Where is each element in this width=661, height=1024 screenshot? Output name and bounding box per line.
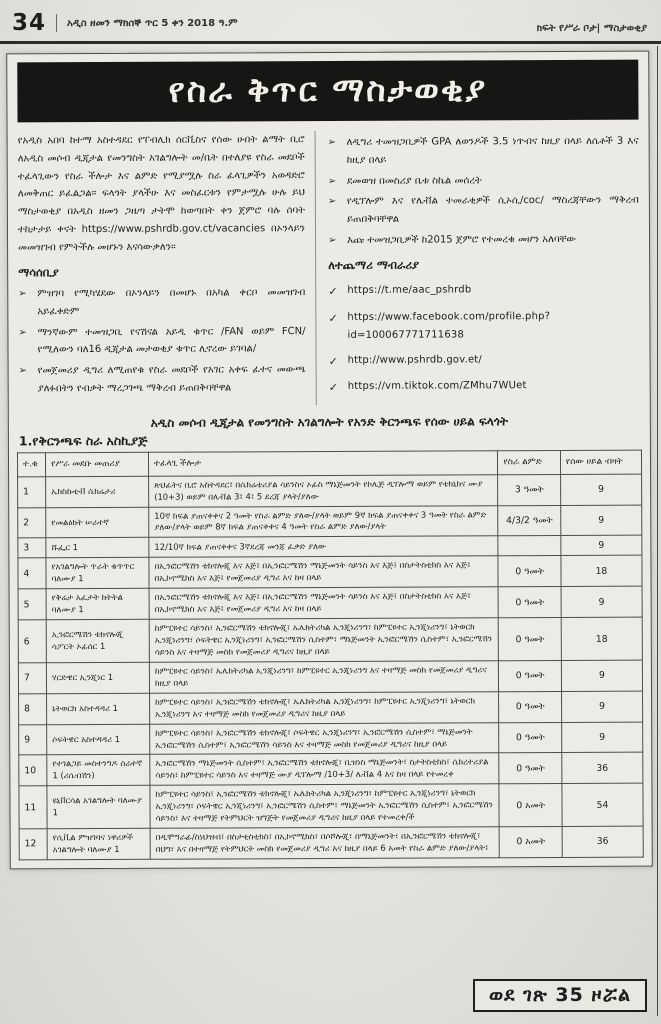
col-experience: የስራ ልምድ — [498, 451, 560, 475]
cell-position: ሶፍትዌር አስተዳዳሪ 1 — [47, 724, 150, 755]
arrow-bullet-icon — [18, 285, 30, 321]
vacancy-table — [17, 450, 644, 860]
cell-position: የአገልግሎት ጥራት ቁጥጥር ባለሙያ 1 — [46, 558, 149, 589]
cell-qualification: ከምፒዩተር ሳይንስ፣ ኤሌክትሪካል ኢንጂነሪንግ፣ ከምፒዩተር ኢንጂነሪንግ እና ተዛማጅ መስክ የመጀመሪያ ዲግሪና ከዚያ በላይ — [149, 661, 499, 693]
table-row — [18, 660, 642, 694]
cell-qualification: ከምፒዩተር ሳይንስ፣ ኢንፎርሜሽን ቴክኖሎጂ፣ ኤሌክትሪካል ኢንጂነሪንግ፣ ከምፒዩተር ኢንጂነሪንግ፣ ኔትወርክ ኢንጂነሪንግ እና ተዛማጅ መስክ የመጀመሪያ ዲግሪና ከዚያ በላይ — [150, 692, 500, 724]
cell-serial: 4 — [18, 558, 46, 589]
continuation-box: ወደ ገጽ 35 ዞሯል — [473, 979, 647, 1012]
table-row — [19, 691, 643, 725]
cell-serial: 12 — [19, 829, 47, 860]
table-row — [18, 505, 642, 539]
edition-line: አዲስ ዘመን ማክሰኞ ጥር 5 ቀን 2018 ዓ.ም — [67, 17, 238, 29]
list-item — [19, 361, 306, 398]
cell-experience: 0 ዓመት — [499, 587, 562, 618]
cell-serial: 8 — [19, 694, 47, 725]
masthead — [0, 0, 661, 44]
cell-headcount: 18 — [561, 556, 642, 587]
list-item — [18, 284, 305, 321]
requirements-list — [328, 133, 639, 250]
header-row — [17, 450, 641, 476]
right-column — [315, 130, 640, 406]
col-serial: ተ.ቁ — [17, 453, 45, 477]
cell-experience: 0 ዓመት — [498, 556, 561, 587]
list-item-text: ደመወዝ በመስሪያ ቤቱ ስኬል መሰረት — [346, 174, 482, 187]
note-list — [18, 284, 306, 398]
list-item — [328, 231, 639, 250]
cell-headcount: 36 — [562, 753, 643, 784]
list-item-text: https://t.me/aac_pshrdb — [347, 284, 472, 297]
cell-experience: 0 ዓመት — [499, 753, 562, 784]
cell-headcount: 36 — [562, 826, 643, 857]
cell-serial: 1 — [18, 476, 46, 507]
checkmark-icon — [328, 309, 340, 345]
list-item — [329, 350, 640, 371]
arrow-bullet-icon — [328, 193, 340, 229]
cell-headcount: 18 — [561, 617, 642, 660]
cell-experience: 3 ዓመት — [498, 474, 561, 505]
cell-serial: 3 — [18, 538, 46, 558]
cell-qualification: 10ኛ ክፍል ያጠናቀቀና 2 ዓመት የስራ ልምድ ያለው/ያላት ወይም 9ኛ ክፍል ያጠናቀቀና 3 ዓመት የስራ ልምድ ያለው/ያላት ወይም 8ኛ ክፍል ያጠናቀቀና 4 ዓመት የስራ ልምድ ያለው/ያላት — [149, 505, 499, 537]
list-item-text: ለዲግሪ ተመዝጋቢዎች GPA ለወንዶች 3.5 ነጥብና ከዚያ በላይ ለሴቶች 3 እና ከዚያ በላይ — [346, 135, 639, 166]
cell-experience: 0 ዓመት — [499, 722, 562, 753]
cell-position: ኢንፎርሜሽን ቴክኖሎጂ ሳፖርት ኦፊሰር 1 — [46, 619, 149, 662]
cell-position: የመልዕክት ሠራተኛ — [46, 507, 149, 538]
cell-qualification: በኢንፎርሜሽን ቴክኖሎጂ እና እጅ፤ በኢንፎርሜሽን ማኔጅመንት ሳይንስ እና እጅ፤ በስታትስቲክስ እና እጅ፤ በኢኮኖሚክስ እና እጅ፤ የመጀመሪያ ዲግሪ እና ከዛ በላይ — [149, 587, 499, 619]
checkmark-icon — [329, 352, 341, 372]
left-column — [18, 131, 316, 407]
col-qualification: ተፈላጊ ችሎታ — [148, 451, 498, 476]
cell-qualification: በኢንፎርሜሽን ቴክኖሎጂ እና እጅ፤ በኢንፎርሜሽን ማኔጅመንት ሳይንስ እና እጅ፤ በስታትስቲክስ እና እጅ፤ በኢኮኖሚክስ እና እጅ፤ የመጀመሪያ ዲግሪ እና ከዛ በላይ — [149, 556, 499, 588]
list-item — [18, 323, 305, 360]
table-row — [19, 722, 643, 756]
table-row — [18, 586, 642, 620]
list-item — [328, 171, 639, 190]
list-item-text: http://www.pshrdb.gov.et/ — [347, 353, 483, 366]
table-row — [18, 536, 642, 559]
cell-qualification: በዲሞግራፊ/ስነህዝብ፣ በስታቲስቲክስ፣ በኢኮኖሚክስ፣ በሶሾሎጂ፣ በማኔጅመንት፣ በኢንፎርሜሽን ቴክኖሎጂ፣ በህግ፣ እና በተዛማጅ የትምህርት መስክ የመጀመሪያ ዲግሪ እና ከዚያ በላይ 6 አመት የስራ ልምድ ያለው/ያላት፤ — [150, 827, 500, 859]
list-item-text: ምዝገባ የሚካሄደው በኦንላይን በመሆኑ በአካል ቀርቦ መመዝገብ አይፈቀድም — [37, 287, 306, 318]
list-item-text: እጩ ተመዝጋቢዎች ከ2015 ጀምሮ የተመረቁ መሆን አለባቸው — [347, 233, 577, 246]
cell-serial: 9 — [19, 724, 47, 755]
vacancy-table-header — [17, 450, 641, 476]
cell-qualification: ኢንፎርሜሽን ማኔጅመንት ሲስተም፣ ኢንፎርሜሽን ቴክኖሎጂ፣ ቢዝነስ ማኔጅመንት፣ ስታትስቲክስ፣ ሴክረተሪያል ሳይንስ፣ ከምፒዩተር ሳይንስ እና ተዛማጅ ሙያ ዲፕሎማ /10+3/ ሌቭል 4 እና ከዛ በላይ የተመረቀ — [150, 753, 500, 785]
cell-headcount: 9 — [560, 474, 641, 505]
cell-position: የሲቪል ምዝገባና ነዋሪዎች አገልግሎት ባለሙያ 1 — [47, 828, 150, 859]
list-item — [328, 192, 639, 229]
note-heading: ማሳሰቢያ — [18, 264, 59, 279]
cell-serial: 6 — [18, 620, 46, 663]
list-item-text: የዲፕሎም እና የሌቭል ተመራቂዎች ሲኦሲ/coc/ ማስረጃቸውን ማቅረብ ይጠበቅባቸዋል — [346, 195, 639, 226]
cell-position: ሹፌር 1 — [46, 538, 149, 559]
cell-experience: 0 ዓመት — [499, 618, 562, 661]
cell-position: የተገልጋይ መስተንግዶ ሰራተኛ 1 (ሪሴብሽን) — [47, 755, 150, 786]
list-item-text: https://www.facebook.com/profile.php?id=100067771711638 — [347, 311, 551, 341]
announcement-box — [6, 51, 653, 870]
table-row — [18, 617, 642, 662]
cell-qualification: ከምፒዩተር ሳይንስ፣ ኢንፎርሜሽን ቴክኖሎጂ፣ ኤሌክትሪካል ኢንጂነሪንግ፣ ከምፒዩተር ኢንጂነሪንግ፣ ኔትወርክ ኢንጂነሪንግ፣ ሶፍትዌር ኢንጂነሪንግ፣ ኢንፎርሜሽን ሲስተም፣ ማኔጅመንት ኢንፎርሜሽን ሲስተም፣ ኢንፎርሜሽን ሳይንስ እና ተዛማጅ መስክ የመጀመሪያ ዲግሪና ከዚያ በላይ — [149, 618, 499, 662]
section-label: ክፍት የሥራ ቦታ| ማስታወቂያ — [536, 23, 647, 34]
cell-position: ዩኒቨርሳል አገልግሎት ባለሙያ 1 — [47, 786, 150, 829]
table-subheading: 1.የቅርንጫፍ ስራ አስኪያጅ — [18, 433, 148, 449]
list-item-text: ማንኛውም ተመዝጋቢ የናሽናል አይዲ ቁጥር /FAN ወይም FCN/ የሚለውን ባለ16 ዲጂታል መታወቂያ ቁጥር ሊኖረው ይገባል/ — [37, 325, 306, 356]
cell-headcount: 9 — [562, 722, 643, 753]
cell-experience: 0 ዓመት — [499, 691, 562, 722]
vacancy-table-body — [18, 474, 644, 860]
cell-position: ኤክስኩቲቭ ሴክሬታሪ — [46, 476, 149, 507]
cell-headcount: 9 — [561, 586, 642, 617]
arrow-bullet-icon — [328, 134, 340, 170]
list-item — [329, 377, 640, 398]
page-number: 34 — [12, 10, 47, 36]
cell-experience: 0 አመት — [499, 784, 562, 827]
col-position: የሥራ መደቡ መጠሪያ — [46, 453, 149, 477]
column-rule — [657, 46, 658, 1016]
list-item — [328, 133, 639, 170]
cell-serial: 7 — [18, 663, 46, 694]
masthead-divider — [56, 14, 57, 32]
table-row — [19, 783, 643, 828]
links-list — [328, 281, 639, 398]
cell-experience: 0 አመት — [500, 827, 563, 858]
cell-headcount: 9 — [561, 660, 642, 691]
cell-position: የቅሬታ አፈታት ክትትል ባለሙያ 1 — [46, 589, 149, 620]
cell-headcount: 9 — [561, 505, 642, 536]
cell-experience — [498, 536, 560, 556]
checkmark-icon — [329, 378, 341, 398]
arrow-bullet-icon — [328, 232, 340, 250]
list-item-text: https://vm.tiktok.com/ZMhu7WUet — [347, 380, 527, 393]
more-info-heading: ለተጨማሪ ማብራሪያ — [328, 257, 420, 272]
table-heading: አዲስ መሶብ ዲጂታል የመንግስት አገልግሎት የአንድ ቅርንጫፍ የሰው ሀይል ፍላጎት — [150, 414, 508, 431]
table-row — [18, 556, 642, 590]
body-columns — [16, 128, 642, 411]
col-headcount: የሰው ሀይል ብዛት — [560, 450, 641, 474]
cell-serial: 10 — [19, 755, 47, 786]
arrow-bullet-icon — [18, 324, 30, 360]
cell-position: ሃርድዌር ኢንጂነር 1 — [46, 662, 149, 693]
intro-paragraph: የአዲስ አበባ ከተማ አስተዳደር የፐብሊክ ሰርቪስና የሰው ሀብት ልማት ቢሮ ለአዲስ መሶብ ዲጂታል የመንግስት አገልግሎት መ/ቤት በተለያዩ የስራ መደቦች ተፈላጊውን የስራ ችሎታ እና ልምድ የሚያሟሉ ስራ ፈላጊዎችን አወዳድሮ ለመቅጠር ይፈልጋል። ፍላጎት ያላችሁ እና መስፈርቱን የምታሟሉ ሁሉ ይህ ማስታወቂያ በአዲስ ዘመን ጋዜጣ ታትሞ ከወጣበት ቀን ጀምሮ ባሉ ሰባት ተከታታይ ቀናት https://www.pshrdb.gov.ct/vacancies በኦንላይን መመዝገብ የምትችሉ መሆኑን እናሳውቃለን። — [17, 134, 306, 254]
cell-serial: 11 — [19, 786, 47, 829]
cell-experience: 4/3/2 ዓመት — [498, 505, 561, 536]
list-item — [328, 281, 639, 302]
list-item-text: የመጀመሪያ ዲግሪ ለሚጠየቁ የስራ መደቦች የአገር አቀፍ ፈተና መውጫ ያለፉበትን የብቃት ማረጋገጫ ማቅረብ ይጠበቅባቸዋል — [37, 364, 306, 395]
cell-qualification: ከምፒዩተር ሳይንስ፣ ኢንፎርሜሽን ቴክኖሎጂ፣ ሶፍትዌር ኢንጂነሪንግ፣ ኢንፎርሜሽን ሲስተም፣ ማኔጅመንት ኢንፎርሜሽን ሲስተም፣ ኢንፎርሜሽን ሳይንስ እና ተዛማጅ መስክ የመጀመሪያ ዲግሪና ከዚያ በላይ — [150, 722, 500, 754]
table-row — [18, 474, 642, 508]
cell-headcount: 54 — [562, 783, 643, 826]
cell-qualification: ጽህፈትና ቢሮ አስተዳደር፤ በሴክሬቴሪያል ሳይንስና ኦፊስ ማኔጅመንት የኮሌጅ ዲፕሎማ ወይም የቴክኒክና ሙያ (10+3) ወይም በሌቭል 3፤ 4፤ 5 ደረጃ ያላት/ያለው — [149, 474, 499, 506]
masthead-left — [12, 10, 238, 36]
list-item — [328, 308, 639, 345]
arrow-bullet-icon — [328, 173, 340, 191]
table-row — [19, 826, 643, 860]
cell-headcount: 9 — [561, 691, 642, 722]
cell-serial: 2 — [18, 507, 46, 538]
cell-position: ኔትወርክ አስተዳዳሪ 1 — [47, 693, 150, 724]
table-row — [19, 753, 643, 787]
arrow-bullet-icon — [19, 363, 31, 399]
checkmark-icon — [328, 282, 340, 302]
cell-qualification: 12/10ኛ ክፍል ያጠናቀቀና 3ኛደረጃ መንጃ ፈቃድ ያለው — [149, 536, 499, 558]
cell-qualification: ከምፒዩተር ሳይንስ፣ ኢንፎርሜሽን ቴክኖሎጂ፣ ኤሌክትሪካል ኢንጂነሪንግ፣ ከምፒዩተር ኢንጂነሪንግ፣ ኔትወርክ ኢንጂነሪንግ፣ ሶፍትዌር ኢንጂነሪንግ፣ ኢንፎርሜሽን ሲስተም፣ ማኔጅመንት ኢንፎርሜሽን ሲስተም፣ ኢንፎርሜሽን ሳይንስ፣ እና ተዛማጅ የትምህርት ዝግጅት የመጀመሪያ ዲግሪና ከዚያ በላይ የተመረቀ/ች — [150, 784, 500, 828]
cell-headcount: 9 — [561, 536, 642, 556]
cell-experience: 0 ዓመት — [499, 660, 562, 691]
announcement-title: የስራ ቅጥር ማስታወቂያ — [17, 60, 638, 123]
cell-serial: 5 — [18, 589, 46, 620]
